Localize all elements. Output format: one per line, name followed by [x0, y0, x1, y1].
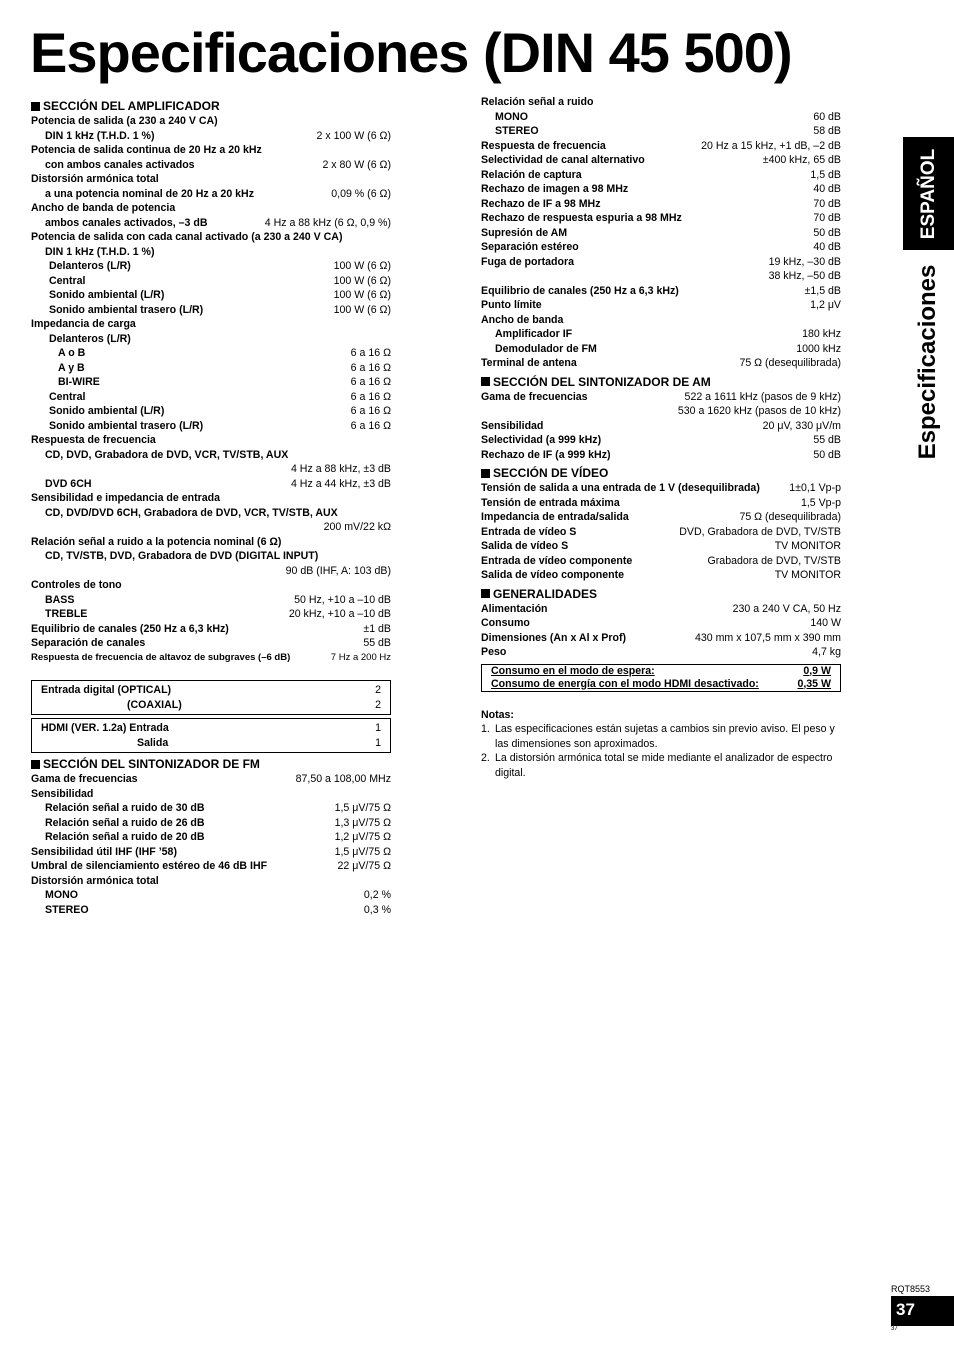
section-heading-text: SECCIÓN DEL SINTONIZADOR DE AM	[493, 374, 711, 389]
spec-label: a una potencia nominal de 20 Hz a 20 kHz	[45, 187, 254, 200]
spec-label: con ambos canales activados	[45, 158, 195, 171]
section-heading	[481, 465, 841, 481]
square-bullet-icon	[481, 469, 490, 478]
spec-row	[481, 510, 841, 525]
spec-label: CD, DVD/DVD 6CH, Grabadora de DVD, VCR, TV/STB, AUX	[45, 506, 338, 519]
spec-label: Entrada digital (OPTICAL)	[41, 684, 172, 696]
square-bullet-icon	[31, 760, 40, 769]
spec-label: CD, DVD, Grabadora de DVD, VCR, TV/STB, AUX	[45, 448, 289, 461]
note-text: Las especificaciones están sujetas a cambios sin previo aviso. El peso y las dimensiones son aproximados.	[495, 723, 835, 750]
spec-value: 70 dB	[813, 212, 841, 224]
spec-row	[481, 313, 841, 328]
spec-row	[31, 259, 391, 274]
spec-label: Gama de frecuencias	[481, 390, 588, 403]
spec-label: Sensibilidad	[481, 419, 544, 432]
spec-value: 50 dB	[813, 448, 841, 461]
note-text: La distorsión armónica total se mide mediante el analizador de espectro digital.	[495, 752, 833, 779]
spec-label: Sensibilidad	[31, 787, 94, 800]
spec-row	[41, 683, 381, 698]
spec-row	[481, 554, 841, 569]
spec-value: 0,2 %	[363, 889, 391, 901]
spec-row	[41, 736, 381, 751]
spec-row	[31, 888, 391, 903]
spec-label: Relación señal a ruido	[481, 96, 594, 108]
spec-row	[31, 491, 391, 506]
spec-row	[481, 284, 841, 299]
spec-row	[31, 520, 391, 535]
spec-row	[481, 539, 841, 554]
spec-row	[31, 578, 391, 593]
note-item	[481, 722, 841, 751]
spec-label: BASS	[45, 593, 75, 606]
page-number-box	[891, 1296, 954, 1326]
spec-value: DVD, Grabadora de DVD, TV/STB	[679, 525, 841, 538]
spec-value: ±1,5 dB	[804, 284, 841, 297]
spec-value: 200 mV/22 kΩ	[323, 521, 391, 533]
spec-row	[481, 240, 841, 255]
spec-label: Separación estéreo	[481, 241, 579, 253]
spec-value: 6 a 16 Ω	[350, 361, 391, 374]
spec-label: Potencia de salida continua de 20 Hz a 20 kHz	[31, 144, 262, 156]
spec-value: 40 dB	[813, 183, 841, 195]
spec-row	[491, 678, 831, 691]
spec-value: ±400 kHz, 65 dB	[762, 154, 841, 166]
spec-label: Demodulador de FM	[495, 342, 597, 355]
language-label: ESPAÑOL	[917, 148, 939, 239]
spec-value: 20 kHz, +10 a –10 dB	[288, 608, 391, 620]
note-number: 2.	[481, 752, 490, 764]
spec-value: Grabadora de DVD, TV/STB	[707, 554, 841, 567]
spec-label: Rechazo de respuesta espuria a 98 MHz	[481, 212, 682, 224]
spec-label: Consumo de energía con el modo HDMI desactivado:	[491, 677, 759, 690]
spec-label: Sensibilidad útil IHF (IHF ’58)	[31, 845, 177, 858]
spec-row	[31, 845, 391, 860]
spec-value: 1,2 μV	[810, 299, 841, 311]
spec-row	[481, 496, 841, 511]
spec-value: 55 dB	[363, 637, 391, 649]
spec-value: 0,9 W	[803, 664, 831, 677]
spec-row	[31, 651, 391, 666]
spec-row	[481, 616, 841, 631]
spec-row	[31, 346, 391, 361]
spec-label: Relación señal a ruido a la potencia nominal (6 Ω)	[31, 535, 282, 548]
spec-label: Entrada de vídeo S	[481, 525, 577, 538]
spec-label: A o B	[58, 347, 86, 359]
section-heading-text: GENERALIDADES	[493, 586, 598, 601]
spec-value: 40 dB	[813, 241, 841, 253]
spec-row	[31, 332, 391, 347]
spec-label: Rechazo de IF (a 999 kHz)	[481, 448, 611, 461]
spec-label: Relación señal a ruido de 30 dB	[45, 802, 205, 814]
spec-row	[31, 593, 391, 608]
spec-value: 1,5 dB	[810, 168, 841, 181]
spec-row	[31, 535, 391, 550]
section-heading	[31, 756, 391, 772]
spec-label: Gama de frecuencias	[31, 773, 138, 785]
spec-label: Sensibilidad e impedancia de entrada	[31, 492, 220, 504]
connector-box	[31, 680, 391, 715]
spec-label: DIN 1 kHz (T.H.D. 1 %)	[45, 245, 155, 258]
spec-value: 1,5 μV/75 Ω	[334, 802, 391, 814]
spec-label: Selectividad (a 999 kHz)	[481, 434, 602, 446]
spec-value: 140 W	[810, 617, 841, 629]
spec-label: Distorsión armónica total	[31, 173, 159, 185]
spec-label: Impedancia de carga	[31, 318, 136, 330]
spec-value: 0,09 % (6 Ω)	[331, 187, 391, 200]
spec-label: Entrada de vídeo componente	[481, 554, 633, 567]
spec-value: 50 dB	[813, 226, 841, 239]
spec-label: Delanteros (L/R)	[49, 332, 131, 345]
spec-label: TREBLE	[45, 608, 88, 620]
spec-value: 4 Hz a 44 kHz, ±3 dB	[290, 477, 391, 490]
spec-row	[481, 448, 841, 463]
spec-row	[481, 168, 841, 183]
spec-row	[31, 404, 391, 419]
spec-row	[31, 419, 391, 434]
spec-row	[41, 721, 381, 736]
right-column	[481, 95, 841, 780]
model-number: RQT8553	[891, 1284, 931, 1294]
spec-label: Salida de vídeo componente	[481, 569, 625, 581]
spec-value: 2	[375, 698, 381, 711]
spec-label: Terminal de antena	[481, 357, 577, 369]
spec-label: Peso	[481, 646, 507, 658]
spec-row	[31, 564, 391, 579]
spec-row	[31, 158, 391, 173]
spec-value: 6 a 16 Ω	[350, 419, 391, 432]
spec-row	[31, 216, 391, 231]
spec-row	[31, 433, 391, 448]
spec-label: DVD 6CH	[45, 477, 92, 490]
spec-label: Ancho de banda	[481, 313, 564, 326]
spec-label: Equilibrio de canales (250 Hz a 6,3 kHz)	[31, 622, 229, 635]
spec-label: Equilibrio de canales (250 Hz a 6,3 kHz)	[481, 284, 679, 297]
note-number: 1.	[481, 723, 490, 735]
spec-row	[31, 390, 391, 405]
spec-label: Respuesta de frecuencia	[481, 139, 606, 152]
spec-label: Consumo en el modo de espera:	[491, 664, 655, 677]
spec-value: 20 Hz a 15 kHz, +1 dB, –2 dB	[701, 139, 841, 152]
spec-label: Respuesta de frecuencia de altavoz de subgraves (–6 dB)	[31, 651, 291, 663]
spec-row	[31, 874, 391, 889]
spec-value: 6 a 16 Ω	[350, 347, 391, 359]
spec-value: 55 dB	[813, 434, 841, 446]
spec-row	[31, 830, 391, 845]
spec-value: 90 dB (IHF, A: 103 dB)	[285, 564, 391, 577]
spec-row	[481, 211, 841, 226]
spec-row	[31, 375, 391, 390]
spec-row	[31, 129, 391, 144]
spec-label: Salida	[137, 736, 169, 749]
spec-value: 60 dB	[813, 110, 841, 123]
spec-label: Sonido ambiental (L/R)	[49, 405, 165, 417]
spec-value: 75 Ω (desequilibrada)	[739, 357, 841, 369]
spec-label: Relación de captura	[481, 168, 582, 181]
spec-label: Punto límite	[481, 299, 542, 311]
spec-row	[481, 525, 841, 540]
spec-row	[31, 172, 391, 187]
spec-row	[31, 506, 391, 521]
spec-value: ±1 dB	[363, 622, 391, 635]
spec-value: 7 Hz a 200 Hz	[330, 651, 391, 663]
spec-row	[31, 114, 391, 129]
spec-value: 1	[375, 722, 381, 734]
spec-row	[31, 245, 391, 260]
spec-value: 2 x 80 W (6 Ω)	[322, 158, 391, 171]
spec-label: Sonido ambiental trasero (L/R)	[49, 303, 204, 316]
spec-value: 4 Hz a 88 kHz (6 Ω, 0,9 %)	[264, 216, 391, 229]
spec-label: Central	[49, 274, 86, 287]
spec-row	[481, 568, 841, 583]
spec-label: MONO	[495, 110, 528, 123]
notes-heading: Notas:	[481, 708, 514, 721]
spec-label: Selectividad de canal alternativo	[481, 154, 645, 166]
spec-label: Tensión de entrada máxima	[481, 496, 620, 509]
spec-row	[481, 356, 841, 371]
spec-value: 22 μV/75 Ω	[337, 860, 391, 872]
spec-row	[481, 153, 841, 168]
spec-label: (COAXIAL)	[127, 698, 182, 711]
notes	[481, 708, 841, 781]
spec-row	[481, 645, 841, 660]
spec-row	[31, 288, 391, 303]
spec-label: STEREO	[495, 125, 539, 137]
spec-value: TV MONITOR	[774, 569, 841, 581]
language-tab	[903, 137, 954, 250]
spec-row	[481, 327, 841, 342]
spec-row	[481, 255, 841, 270]
spec-label: Potencia de salida (a 230 a 240 V CA)	[31, 115, 218, 127]
page-number-small: 37	[891, 1326, 898, 1332]
spec-value: 100 W (6 Ω)	[333, 274, 391, 287]
spec-value: 230 a 240 V CA, 50 Hz	[732, 602, 841, 615]
spec-label: DIN 1 kHz (T.H.D. 1 %)	[45, 129, 155, 142]
spec-label: Tensión de salida a una entrada de 1 V (desequilibrada)	[481, 482, 760, 494]
spec-label: CD, TV/STB, DVD, Grabadora de DVD (DIGITAL INPUT)	[45, 550, 319, 562]
spec-value: 1,3 μV/75 Ω	[334, 816, 391, 829]
page-number: 37	[896, 1300, 915, 1319]
spec-row	[41, 698, 381, 713]
spec-row	[481, 602, 841, 617]
spec-value: 70 dB	[813, 197, 841, 210]
spec-row	[481, 95, 841, 110]
spec-value: 0,35 W	[797, 677, 831, 690]
spec-row	[31, 816, 391, 831]
spec-value: 0,3 %	[363, 903, 391, 916]
spec-label: Relación señal a ruido de 26 dB	[45, 816, 205, 829]
spec-label: Dimensiones (An x Al x Prof)	[481, 631, 627, 644]
section-heading	[31, 98, 391, 114]
spec-value: 6 a 16 Ω	[350, 390, 391, 403]
square-bullet-icon	[481, 377, 490, 386]
section-heading-text: SECCIÓN DEL AMPLIFICADOR	[43, 99, 220, 113]
spec-row	[481, 404, 841, 419]
spec-label: Sonido ambiental (L/R)	[49, 289, 165, 301]
section-side-title: Especificaciones	[914, 264, 941, 460]
spec-value: 75 Ω (desequilibrada)	[739, 511, 841, 523]
spec-value: 522 a 1611 kHz (pasos de 9 kHz)	[684, 390, 841, 403]
spec-row	[481, 110, 841, 125]
spec-value: 1	[375, 736, 381, 749]
spec-value: 6 a 16 Ω	[350, 376, 391, 388]
spec-label: Impedancia de entrada/salida	[481, 511, 629, 523]
spec-row	[481, 197, 841, 212]
spec-value: 430 mm x 107,5 mm x 390 mm	[694, 631, 841, 644]
spec-value: 1,5 μV/75 Ω	[334, 845, 391, 858]
left-column	[31, 95, 391, 917]
spec-label: Separación de canales	[31, 637, 146, 649]
spec-label: Relación señal a ruido de 20 dB	[45, 831, 205, 843]
spec-value: 20 μV, 330 μV/m	[762, 419, 841, 432]
spec-value: TV MONITOR	[774, 540, 841, 552]
spec-value: 50 Hz, +10 a –10 dB	[294, 593, 391, 606]
square-bullet-icon	[31, 102, 40, 111]
spec-row	[481, 226, 841, 241]
spec-value: 1000 kHz	[796, 342, 841, 355]
spec-row	[481, 298, 841, 313]
spec-row	[31, 201, 391, 216]
spec-row	[31, 143, 391, 158]
spec-label: STEREO	[45, 903, 89, 916]
spec-row	[481, 139, 841, 154]
spec-label: ambos canales activados, –3 dB	[45, 216, 208, 229]
spec-label: Amplificador IF	[495, 328, 573, 340]
spec-label: Umbral de silenciamiento estéreo de 46 dB IHF	[31, 860, 268, 872]
spec-label: MONO	[45, 889, 78, 901]
spec-row	[31, 274, 391, 289]
spec-row	[481, 419, 841, 434]
connector-box	[31, 718, 391, 753]
spec-row	[31, 772, 391, 787]
spec-row	[31, 787, 391, 802]
note-item	[481, 751, 841, 780]
power-consumption-box	[481, 664, 841, 692]
page-title: Especificaciones (DIN 45 500)	[30, 21, 792, 84]
spec-row	[481, 269, 841, 284]
spec-value: 100 W (6 Ω)	[333, 303, 391, 316]
spec-row	[481, 342, 841, 357]
spec-value: 87,50 a 108,00 MHz	[295, 773, 391, 785]
spec-label: A y B	[58, 361, 85, 374]
spec-value: 180 kHz	[802, 328, 841, 340]
spec-value: 1,5 Vp-p	[800, 496, 841, 509]
spec-row	[31, 549, 391, 564]
spec-value: 100 W (6 Ω)	[333, 289, 391, 301]
spec-value: 58 dB	[813, 125, 841, 137]
spec-row	[481, 631, 841, 646]
spec-row	[481, 182, 841, 197]
spec-label: Supresión de AM	[481, 226, 568, 239]
spec-row	[481, 124, 841, 139]
spec-value: 1±0,1 Vp-p	[789, 482, 841, 494]
spec-row	[481, 481, 841, 496]
spec-label: Distorsión armónica total	[31, 874, 159, 887]
section-heading-text: SECCIÓN DEL SINTONIZADOR DE FM	[43, 757, 260, 771]
spec-row	[491, 665, 831, 678]
spec-value: 4 Hz a 88 kHz, ±3 dB	[290, 463, 391, 475]
spec-row	[31, 607, 391, 622]
spec-row	[31, 317, 391, 332]
section-heading	[481, 374, 841, 390]
spec-value: 4,7 kg	[812, 646, 841, 658]
spec-label: Fuga de portadora	[481, 255, 574, 268]
spec-row	[31, 636, 391, 651]
section-heading	[481, 586, 841, 602]
spec-label: Controles de tono	[31, 579, 122, 591]
section-heading-text: SECCIÓN DE VÍDEO	[493, 466, 609, 480]
spec-label: Delanteros (L/R)	[49, 260, 131, 272]
spec-label: Rechazo de imagen a 98 MHz	[481, 183, 629, 195]
spec-row	[31, 801, 391, 816]
spec-row	[481, 390, 841, 405]
spec-label: Ancho de banda de potencia	[31, 202, 176, 214]
spec-row	[31, 477, 391, 492]
spec-row	[481, 433, 841, 448]
spec-value: 19 kHz, –30 dB	[768, 255, 841, 268]
spec-row	[31, 448, 391, 463]
spec-value: 2	[375, 684, 381, 696]
spec-label: Respuesta de frecuencia	[31, 434, 156, 446]
square-bullet-icon	[481, 589, 490, 598]
spec-row	[31, 903, 391, 918]
spec-label: Alimentación	[481, 602, 548, 615]
spec-label: Sonido ambiental trasero (L/R)	[49, 419, 204, 432]
spec-value: 530 a 1620 kHz (pasos de 10 kHz)	[677, 405, 841, 417]
spec-row	[31, 187, 391, 202]
spec-label: Rechazo de IF a 98 MHz	[481, 197, 601, 210]
spec-value: 2 x 100 W (6 Ω)	[316, 129, 391, 142]
spec-row	[31, 230, 391, 245]
spec-label: Central	[49, 390, 86, 403]
spec-label: HDMI (VER. 1.2a) Entrada	[41, 722, 169, 734]
spec-row	[31, 622, 391, 637]
spec-row	[31, 361, 391, 376]
spec-label: Consumo	[481, 617, 530, 629]
spec-value: 6 a 16 Ω	[350, 405, 391, 417]
spec-value: 1,2 μV/75 Ω	[334, 831, 391, 843]
spec-value: 38 kHz, –50 dB	[768, 270, 841, 282]
spec-row	[31, 303, 391, 318]
spec-label: Potencia de salida con cada canal activado (a 230 a 240 V CA)	[31, 231, 343, 243]
spec-label: BI-WIRE	[58, 376, 100, 388]
spec-row	[31, 462, 391, 477]
spec-row	[31, 859, 391, 874]
spec-label: Salida de vídeo S	[481, 540, 569, 552]
spec-value: 100 W (6 Ω)	[333, 260, 391, 272]
